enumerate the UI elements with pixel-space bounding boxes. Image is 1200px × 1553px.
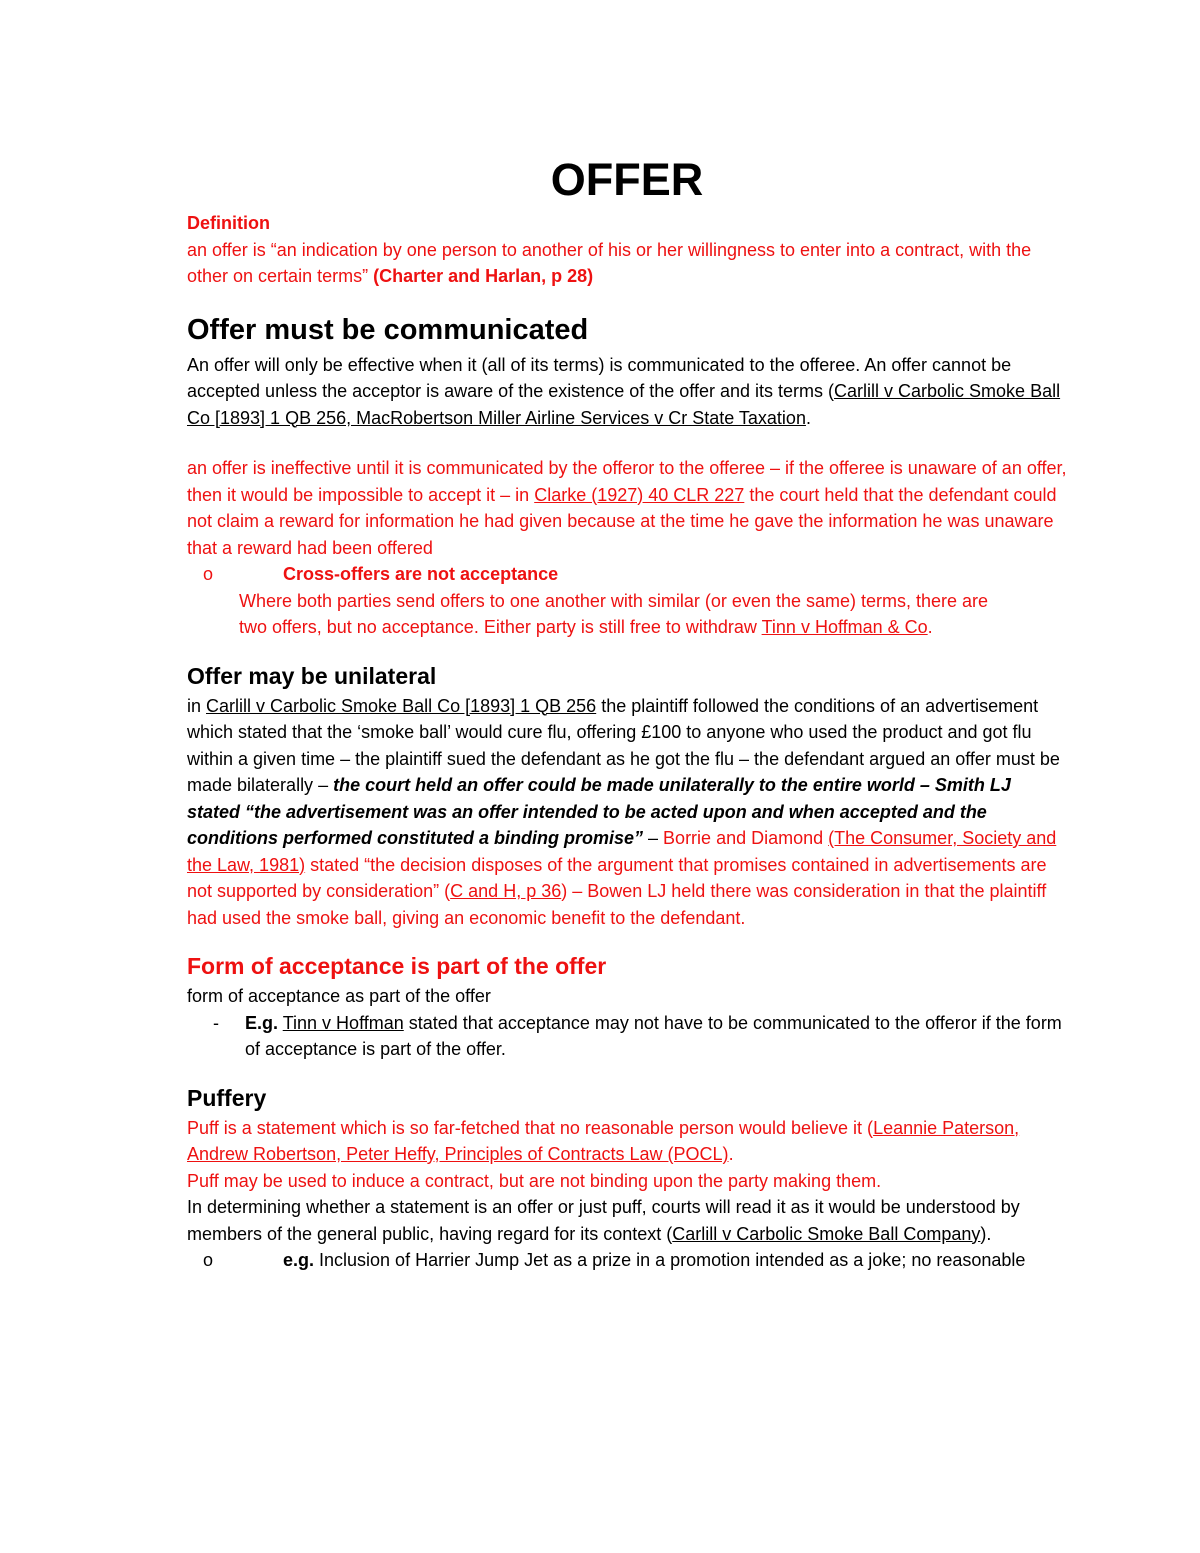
definition-text: an offer is “an indication by one person to another of his or her willingness to enter into a contract, with the other on certain terms” (Charter and Harlan, p 28) — [187, 239, 1032, 286]
case-reference: (The Consumer, Society and the Law, 1981) — [187, 828, 1057, 875]
page-title: OFFER — [550, 154, 704, 205]
case-reference: Carlill v Carbolic Smoke Ball Company — [672, 1223, 981, 1244]
citation: C and H, p 36 — [450, 881, 562, 901]
paragraph-ineffective: an offer is ineffective until it is communicated by the offeror to the offeree – if the offeree is unaware of an offer, then it would be impossible to accept it – in Clarke (1927) 40 CLR 227 the court held that the defendant could not claim a reward for information he had given because at the time he gave the information he was unaware that a reward had been offered — [187, 458, 1067, 558]
case-reference: Carlill v Carbolic Smoke Ball Co [1893] 1 QB 256, MacRobertson Miller Airline Services v Cr State Taxation — [187, 381, 1061, 428]
puffery-definition: Puff is a statement which is so far-fetched that no reasonable person would believe it (Leannie Paterson, Andrew Robertson, Peter Heffy, Principles of Contracts Law (POCL). — [187, 1117, 1020, 1164]
cross-offers-heading: Cross-offers are not acceptance — [283, 564, 559, 584]
puffery-determining: In determining whether a statement is an offer or just puff, courts will read it as it would be understood by members of the general public, having regard for its context (Carlill v Carbolic Smoke Ball Company). — [187, 1197, 1020, 1244]
form-of-acceptance-intro: form of acceptance as part of the offer — [187, 986, 491, 1006]
citation: Leannie Paterson, Andrew Robertson, Peter Heffy, Principles of Contracts Law (POCL) — [187, 1117, 1020, 1164]
definition-citation: (Charter and Harlan, p 28) — [373, 266, 594, 286]
heading-unilateral: Offer may be unilateral — [187, 662, 437, 689]
heading-form-of-acceptance: Form of acceptance is part of the offer — [187, 953, 607, 979]
list-item-eg: - E.g. Tinn v Hoffman stated that acceptance may not have to be communicated to the offeror if the form of acceptance is part of the offer. — [187, 1010, 1067, 1063]
bullet-circle: o — [203, 1250, 214, 1270]
case-reference: Carlill v Carbolic Smoke Ball Co [1893] 1 QB 256 — [206, 695, 597, 716]
heading-puffery: Puffery — [187, 1084, 267, 1111]
heading-offer-communicated: Offer must be communicated — [187, 313, 589, 346]
definition-heading: Definition — [187, 213, 270, 233]
case-reference: Tinn v Hoffman & Co — [761, 617, 928, 637]
puffery-binding: Puff may be used to induce a contract, but are not binding upon the party making them. — [187, 1170, 882, 1191]
list-item-cross-offers — [187, 561, 1067, 588]
dash-bullet: - — [213, 1012, 219, 1033]
document-page — [187, 150, 1067, 1274]
case-reference: Clarke (1927) 40 CLR 227 — [534, 484, 745, 505]
bullet-circle: o — [203, 564, 214, 584]
list-item-harrier: o e.g. Inclusion of Harrier Jump Jet as a prize in a promotion intended as a joke; no reasonable — [187, 1247, 1067, 1274]
paragraph-communicated: An offer will only be effective when it (all of its terms) is communicated to the offeree. An offer cannot be accepted unless the acceptor is aware of the existence of the offer and its terms (Carlill v Carbolic Smoke Ball Co [1893] 1 QB 256, MacRobertson Miller Airline Services v Cr State Taxation. — [187, 354, 1061, 428]
court-held-text: the court held an offer could be made unilaterally to the entire world – Smith LJ stated “the advertisement was an offer intended to be acted upon and when accepted and the conditions performed constituted a binding promise” — [187, 775, 1011, 848]
cross-offers-text: Where both parties send offers to one another with similar (or even the same) terms, there are two offers, but no acceptance. Either party is still free to withdraw Tinn v Hoffman & Co. — [239, 590, 989, 637]
case-reference: Tinn v Hoffman — [282, 1012, 404, 1033]
paragraph-unilateral: in Carlill v Carbolic Smoke Ball Co [1893] 1 QB 256 the plaintiff followed the conditions of an advertisement which stated that the ‘smoke ball’ would cure flu, offering £100 to anyone who used the product and got flu within a given time – the plaintiff sued the defendant as he got the flu – the defendant argued an offer must be made bilaterally – the court held an offer could be made unilaterally to the entire world – Smith LJ stated “the advertisement was an offer intended to be acted upon and when accepted and the conditions performed constituted a binding promise” – Borrie and Diamond (The Consumer, Society and the Law, 1981) stated “the decision disposes of the argument that promises contained in advertisements are not supported by consideration” (C and H, p 36) – Bowen LJ held there was consideration in that the plaintiff had used the smoke ball, giving an economic benefit to the defendant. — [187, 695, 1060, 928]
